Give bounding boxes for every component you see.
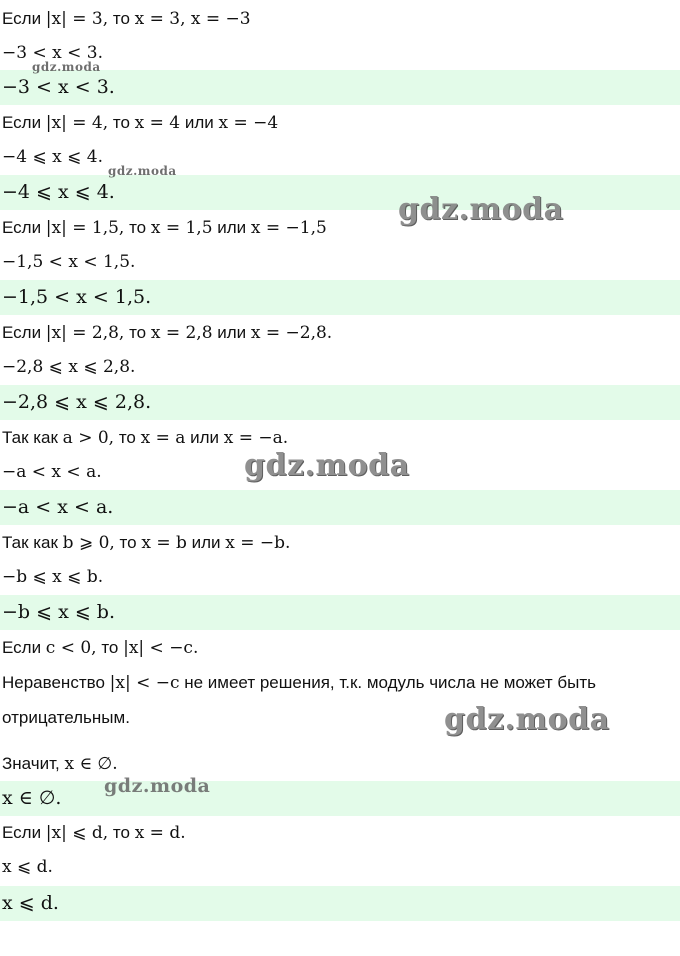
solution-line bbox=[0, 213, 680, 243]
solution-line bbox=[0, 562, 680, 592]
text-segment: или bbox=[185, 428, 224, 447]
text-segment: или bbox=[186, 533, 226, 552]
math-expression: −b ⩽ x ⩽ b. bbox=[2, 567, 104, 587]
text-segment: Так как bbox=[2, 533, 63, 552]
math-expression: x = −2,8. bbox=[250, 323, 333, 343]
text-segment: то bbox=[96, 638, 124, 657]
solution-line bbox=[0, 633, 680, 663]
text-segment: Если bbox=[2, 823, 46, 842]
text-segment: Если bbox=[2, 9, 46, 28]
math-expression: x ∈ ∅. bbox=[2, 787, 62, 809]
answer-line bbox=[0, 175, 680, 210]
text-segment: Если bbox=[2, 638, 46, 657]
text-segment: Значит, bbox=[2, 754, 65, 773]
math-expression: −1,5 < x < 1,5. bbox=[2, 286, 152, 308]
solution-line bbox=[0, 38, 680, 68]
text-segment: или bbox=[212, 323, 251, 342]
text-segment: то bbox=[124, 218, 151, 237]
math-expression: −4 ⩽ x ⩽ 4. bbox=[2, 147, 103, 167]
math-expression: x = −b. bbox=[225, 533, 291, 553]
solution-line bbox=[0, 818, 680, 848]
math-expression: −a < x < a. bbox=[2, 496, 114, 518]
math-expression: −3 < x < 3. bbox=[2, 76, 115, 98]
watermark: gdz.moda bbox=[32, 60, 101, 74]
solution-line bbox=[0, 318, 680, 348]
answer-line bbox=[0, 886, 680, 921]
text-segment: или bbox=[212, 218, 251, 237]
text-segment: Если bbox=[2, 113, 46, 132]
math-expression: |x| < −c bbox=[109, 673, 180, 693]
text-segment: Если bbox=[2, 218, 46, 237]
math-expression: c < 0, bbox=[45, 638, 97, 658]
math-expression: x = 3, x = −3 bbox=[134, 9, 251, 29]
solution-line bbox=[0, 703, 680, 733]
solution-line bbox=[0, 352, 680, 382]
math-expression: |x| = 1,5, bbox=[45, 218, 125, 238]
math-expression: −4 ⩽ x ⩽ 4. bbox=[2, 181, 115, 203]
math-expression: −2,8 ⩽ x ⩽ 2,8. bbox=[2, 391, 152, 413]
math-expression: −a < x < a. bbox=[2, 462, 102, 482]
math-expression: |x| = 4, bbox=[45, 113, 109, 133]
text-segment: то bbox=[108, 9, 135, 28]
text-segment: то bbox=[114, 533, 142, 552]
math-expression: x = −4 bbox=[218, 113, 279, 133]
math-expression: −1,5 < x < 1,5. bbox=[2, 252, 136, 272]
solution-line bbox=[0, 4, 680, 34]
math-expression: x = b bbox=[141, 533, 187, 553]
math-expression: −3 < x < 3. bbox=[2, 43, 103, 63]
math-expression: x ⩽ d. bbox=[2, 892, 59, 914]
text-segment: отрицательным. bbox=[2, 708, 130, 727]
text-segment: то bbox=[108, 823, 135, 842]
math-expression: a > 0, bbox=[62, 428, 115, 448]
answer-line bbox=[0, 280, 680, 315]
math-expression: x = d. bbox=[134, 823, 186, 843]
solution-line bbox=[0, 142, 680, 172]
watermark: gdz.moda bbox=[398, 192, 564, 227]
math-expression: x = 4 bbox=[134, 113, 181, 133]
answer-line bbox=[0, 70, 680, 105]
text-segment: или bbox=[180, 113, 219, 132]
math-expression: |x| ⩽ d, bbox=[45, 823, 109, 843]
watermark: gdz.moda bbox=[444, 702, 610, 737]
solution-line bbox=[0, 108, 680, 138]
text-segment: не имеет решения, т.к. модуль числа не может быть bbox=[179, 673, 597, 692]
watermark: gdz.moda bbox=[244, 448, 410, 483]
math-expression: |x| < −c. bbox=[123, 638, 199, 658]
solution-line bbox=[0, 749, 680, 779]
math-expression: x ⩽ d. bbox=[2, 857, 53, 877]
watermark: gdz.moda bbox=[104, 775, 211, 797]
solution-line bbox=[0, 457, 680, 487]
text-segment: то bbox=[108, 113, 135, 132]
math-expression: x = 1,5 bbox=[150, 218, 213, 238]
text-segment: то bbox=[124, 323, 151, 342]
math-expression: −b ⩽ x ⩽ b. bbox=[2, 601, 115, 623]
solution-line bbox=[0, 423, 680, 453]
answer-line bbox=[0, 595, 680, 630]
solution-line bbox=[0, 668, 680, 698]
answer-line bbox=[0, 490, 680, 525]
text-segment: Так как bbox=[2, 428, 63, 447]
math-expression: |x| = 2,8, bbox=[45, 323, 125, 343]
math-expression: x = −1,5 bbox=[250, 218, 327, 238]
math-expression: x = −a. bbox=[223, 428, 289, 448]
math-expression: −2,8 ⩽ x ⩽ 2,8. bbox=[2, 357, 136, 377]
text-segment: Неравенство bbox=[2, 673, 110, 692]
text-segment: то bbox=[114, 428, 141, 447]
watermark: gdz.moda bbox=[108, 164, 177, 178]
math-expression: x = 2,8 bbox=[150, 323, 213, 343]
math-expression: x = a bbox=[140, 428, 186, 448]
math-expression: |x| = 3, bbox=[45, 9, 109, 29]
solution-line bbox=[0, 247, 680, 277]
solution-line bbox=[0, 528, 680, 558]
math-expression: b ⩾ 0, bbox=[62, 533, 115, 553]
solution-line bbox=[0, 852, 680, 882]
answer-line bbox=[0, 781, 680, 816]
text-segment: Если bbox=[2, 323, 46, 342]
math-expression: x ∈ ∅. bbox=[64, 754, 118, 774]
answer-line bbox=[0, 385, 680, 420]
